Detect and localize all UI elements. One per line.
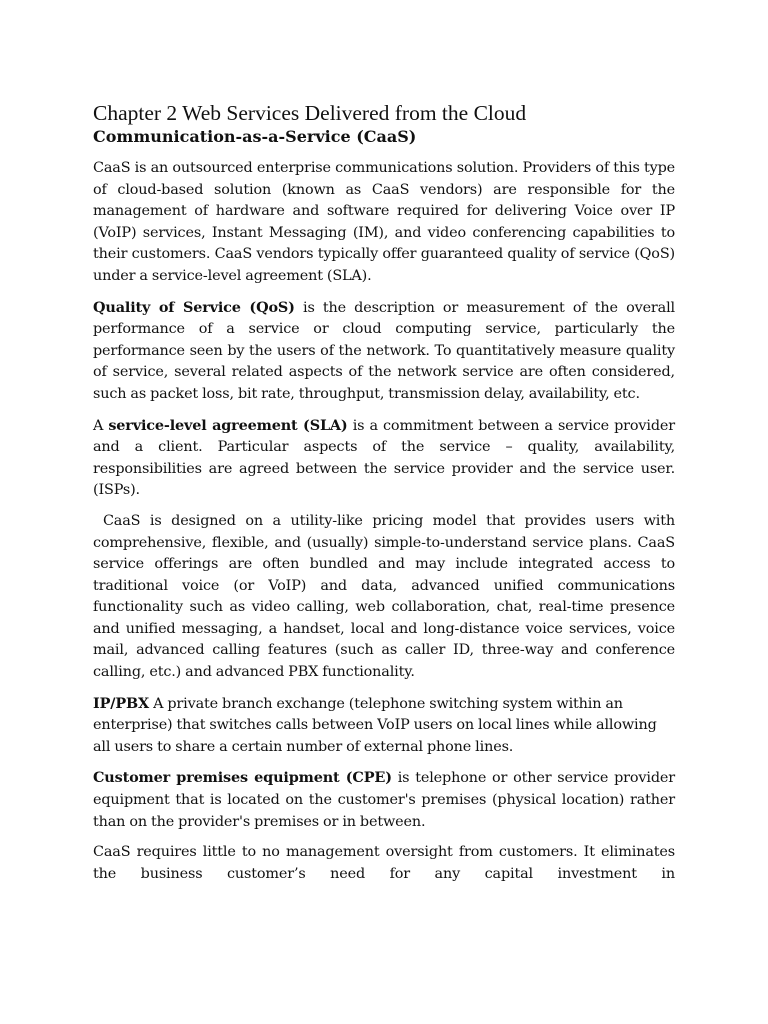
pricing-text: CaaS is designed on a utility-like pricing model that provides users with comprehensive, flexible, and (usually) simple-to-understand service plans. CaaS service offerings are often bundled and may include integrated access to traditional voice (or VoIP) and data, advanced unified communications functionality such as video calling, web collaboration, chat, real-time presence and unified messaging, a handset, local and long-distance voice services, voice mail, advanced calling features (such as caller ID, three-way and conference calling, etc.) and advanced PBX functionality. <box>93 512 675 681</box>
indent <box>93 513 103 529</box>
term-sla: service-level agreement (SLA) <box>108 416 348 434</box>
term-ip-pbx: IP/PBX <box>93 694 150 712</box>
paragraph-cpe <box>93 767 675 833</box>
ip-pbx-definition: A private branch exchange (telephone switching system within an enterprise) that switches calls between VoIP users on local lines while allowing all users to share a certain number of external phone lines. <box>93 695 657 755</box>
qos-definition: is the description or measurement of the overall performance of a service or cloud computing service, particularly the performance seen by the users of the network. To quantitatively measure quality of service, several related aspects of the network service are often considered, such as packet loss, bit rate, throughput, transmission delay, availability, etc. <box>93 299 675 402</box>
term-qos: Quality of Service (QoS) <box>93 298 295 316</box>
sla-lead: A <box>93 417 109 434</box>
paragraph-management: CaaS requires little to no management oversight from customers. It eliminates the business customer’s need for any capital investment in <box>93 844 675 882</box>
chapter-title: Chapter 2 Web Services Delivered from the Cloud <box>93 101 527 125</box>
term-cpe: Customer premises equipment (CPE) <box>93 769 392 787</box>
paragraph-qos <box>93 297 675 406</box>
sla-definition: is a commitment between a service provider and a client. Particular aspects of the service – quality, availability, responsibilities are agreed between the service provider and the service user. (ISPs). <box>93 417 675 499</box>
paragraph-caas-intro: CaaS is an outsourced enterprise communications solution. Providers of this type of cloud-based solution (known as CaaS vendors) are responsible for the management of hardware and software required for delivering Voice over IP (VoIP) services, Instant Messaging (IM), and video conferencing capabilities to their customers. CaaS vendors typically offer guaranteed quality of service (QoS) under a service-level agreement (SLA). <box>93 160 675 284</box>
cpe-definition: is telephone or other service provider equipment that is located on the customer's premises (physical location) rather than on the provider's premises or in between. <box>93 770 675 830</box>
paragraph-pricing-model <box>93 511 675 684</box>
paragraph-sla <box>93 415 675 502</box>
document-page <box>93 100 675 894</box>
paragraph-ip-pbx <box>93 693 675 759</box>
section-title: Communication-as-a-Service (CaaS) <box>93 127 417 146</box>
